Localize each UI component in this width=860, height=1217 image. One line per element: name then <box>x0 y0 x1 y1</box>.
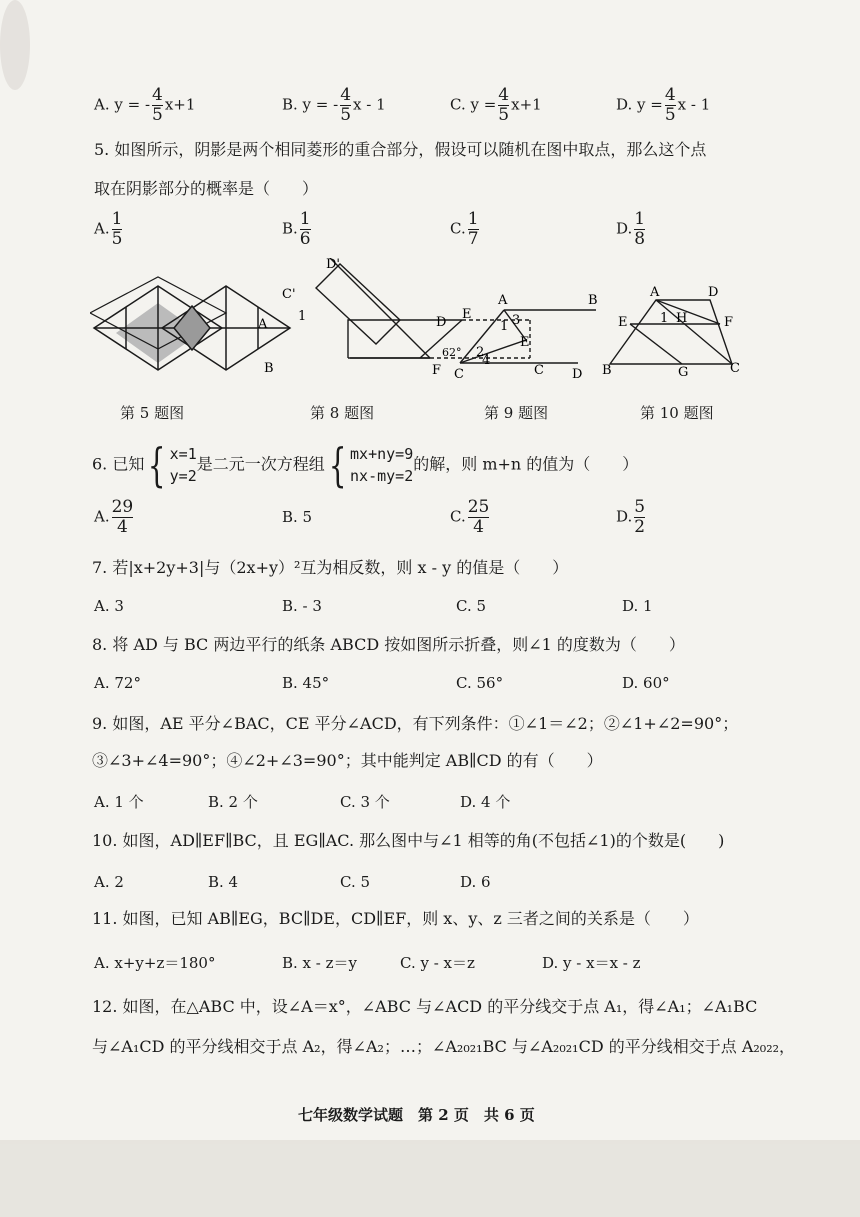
fig10-label-e: E <box>618 315 628 330</box>
q9-option-d[interactable]: D. 4 个 <box>460 793 511 811</box>
q6-system-2: { mx+ny=9 nx-my=2 <box>328 438 414 492</box>
fig9-label-2: 2 <box>476 345 485 360</box>
fig8-label-cprime: C' <box>282 287 296 302</box>
q12-line2: 与∠A₁CD 的平分线相交于点 A₂，得∠A₂；…；∠A₂₀₂₁BC 与∠A₂₀₂₁CD 的平分线相交于点 A₂₀₂₂， <box>92 1037 796 1056</box>
fig10-label-h: H <box>676 311 688 326</box>
fig8-caption: 第 8 题图 <box>310 404 375 422</box>
q5-line1: 5. 如图所示，阴影是两个相同菱形的重合部分，假设可以随机在图中取点，那么这个点 <box>94 140 707 159</box>
fig8-label-a: A <box>258 317 268 332</box>
q8-option-c[interactable]: C. 56° <box>456 674 504 692</box>
fig8-label-b: B <box>264 361 274 376</box>
q4-option-b[interactable]: B. y = - $\frac{4}{5}$ x - 1 <box>282 85 386 125</box>
q5-option-d[interactable]: D. $\frac{1}{8}$ <box>616 209 646 249</box>
fig8-label-f: F <box>432 363 442 378</box>
q7-option-d[interactable]: D. 1 <box>622 597 653 615</box>
q9-option-a[interactable]: A. 1 个 <box>94 793 144 811</box>
q6-stem: 6. 已知 { x=1 y=2 是二元一次方程组 { mx+ny=9 nx-my=2 的解，则 m+n 的值为（ ） <box>92 438 639 492</box>
q5-option-a[interactable]: A. $\frac{1}{5}$ <box>94 209 123 249</box>
q6-option-d[interactable]: D. $\frac{5}{2}$ <box>616 497 646 537</box>
q10-option-c[interactable]: C. 5 <box>340 873 371 891</box>
q10-option-b[interactable]: B. 4 <box>208 873 239 891</box>
fig8-label-e: E <box>462 307 472 322</box>
q7-option-c[interactable]: C. 5 <box>456 597 487 615</box>
fig10-caption: 第 10 题图 <box>640 404 714 422</box>
q6-option-b[interactable]: B. 5 <box>282 508 313 526</box>
q10-stem: 10. 如图，AD∥EF∥BC，且 EG∥AC. 那么图中与∠1 相等的角(不包括∠1)的个数是( ) <box>92 831 725 850</box>
fig5-caption: 第 5 题图 <box>120 404 185 422</box>
q12-line1: 12. 如图，在△ABC 中，设∠A＝x°，∠ABC 与∠ACD 的平分线交于点 A₁，得∠A₁；∠A₁BC <box>92 997 758 1016</box>
fig9-label-a: A <box>498 293 508 308</box>
q9-line2: ③∠3+∠4=90°；④∠2+∠3=90°；其中能判定 AB∥CD 的有（ ） <box>92 751 603 770</box>
q9-option-b[interactable]: B. 2 个 <box>208 793 258 811</box>
fig9-label-4: 4 <box>482 353 491 368</box>
q4-option-a[interactable]: A. y = - $\frac{4}{5}$ x+1 <box>94 85 196 125</box>
q7-option-a[interactable]: A. 3 <box>94 597 124 615</box>
fig8-label-62: 62° <box>442 346 462 359</box>
page-footer: 七年级数学试题 第 2 页 共 6 页 <box>298 1106 535 1124</box>
q11-stem: 11. 如图，已知 AB∥EG，BC∥DE，CD∥EF，则 x、y、z 三者之间的关系是（ ） <box>92 909 699 928</box>
q11-option-b[interactable]: B. x - z＝y <box>282 954 358 972</box>
q11-option-a[interactable]: A. x+y+z＝180° <box>94 954 216 972</box>
fig9-label-d: D <box>572 367 583 382</box>
fig8-label-c: C <box>534 363 544 378</box>
scan-bottom-edge <box>0 1140 860 1217</box>
q6-option-a[interactable]: A. $\frac{29}{4}$ <box>94 497 134 537</box>
fig9-label-e: E <box>520 335 530 350</box>
fig10-label-a: A <box>650 285 660 300</box>
scan-smudge <box>0 0 30 90</box>
fig9-label-b: B <box>588 293 598 308</box>
fig10-label-c: C <box>730 361 740 376</box>
fig10-trapezoid <box>610 300 732 364</box>
q7-stem: 7. 若|x+2y+3|与（2x+y）²互为相反数，则 x - y 的值是（ ） <box>92 558 569 577</box>
q8-option-a[interactable]: A. 72° <box>94 674 141 692</box>
fig8-label-d: D <box>436 315 447 330</box>
q5-line2: 取在阴影部分的概率是（ ） <box>94 179 319 198</box>
fig10-label-f: F <box>724 315 734 330</box>
q10-option-a[interactable]: A. 2 <box>94 873 124 891</box>
q8-stem: 8. 将 AD 与 BC 两边平行的纸条 ABCD 按如图所示折叠，则∠1 的度数为（ ） <box>92 635 685 654</box>
q7-option-b[interactable]: B. - 3 <box>282 597 322 615</box>
fig10-label-1: 1 <box>660 311 669 326</box>
figures-row <box>90 258 770 383</box>
fig8-folded-strip <box>316 258 530 358</box>
q4-option-d[interactable]: D. y = $\frac{4}{5}$ x - 1 <box>616 85 711 125</box>
fig8-label-angle1: 1 <box>298 309 307 324</box>
q5-option-c[interactable]: C. $\frac{1}{7}$ <box>450 209 479 249</box>
fig9-label-3: 3 <box>512 313 521 328</box>
q9-line1: 9. 如图，AE 平分∠BAC，CE 平分∠ACD，有下列条件：①∠1＝∠2；②∠1+∠2=90°； <box>92 714 739 733</box>
q9-option-c[interactable]: C. 3 个 <box>340 793 390 811</box>
q11-option-c[interactable]: C. y - x＝z <box>400 954 475 972</box>
fig9-label-1: 1 <box>500 319 509 334</box>
q6-system-1: { x=1 y=2 <box>148 438 197 492</box>
fig10-label-b: B <box>602 363 612 378</box>
q6-option-c[interactable]: C. $\frac{25}{4}$ <box>450 497 490 537</box>
q8-option-d[interactable]: D. 60° <box>622 674 670 692</box>
fig9-label-c: C <box>454 367 464 382</box>
fig10-label-d: D <box>708 285 719 300</box>
q11-option-d[interactable]: D. y - x＝x - z <box>542 954 641 972</box>
fig8-label-dprime: D' <box>326 258 340 272</box>
fig9-caption: 第 9 题图 <box>484 404 549 422</box>
q10-option-d[interactable]: D. 6 <box>460 873 491 891</box>
fig10-label-g: G <box>678 365 689 380</box>
q8-option-b[interactable]: B. 45° <box>282 674 330 692</box>
q5-option-b[interactable]: B. $\frac{1}{6}$ <box>282 209 311 249</box>
q4-option-c[interactable]: C. y = $\frac{4}{5}$ x+1 <box>450 85 542 125</box>
